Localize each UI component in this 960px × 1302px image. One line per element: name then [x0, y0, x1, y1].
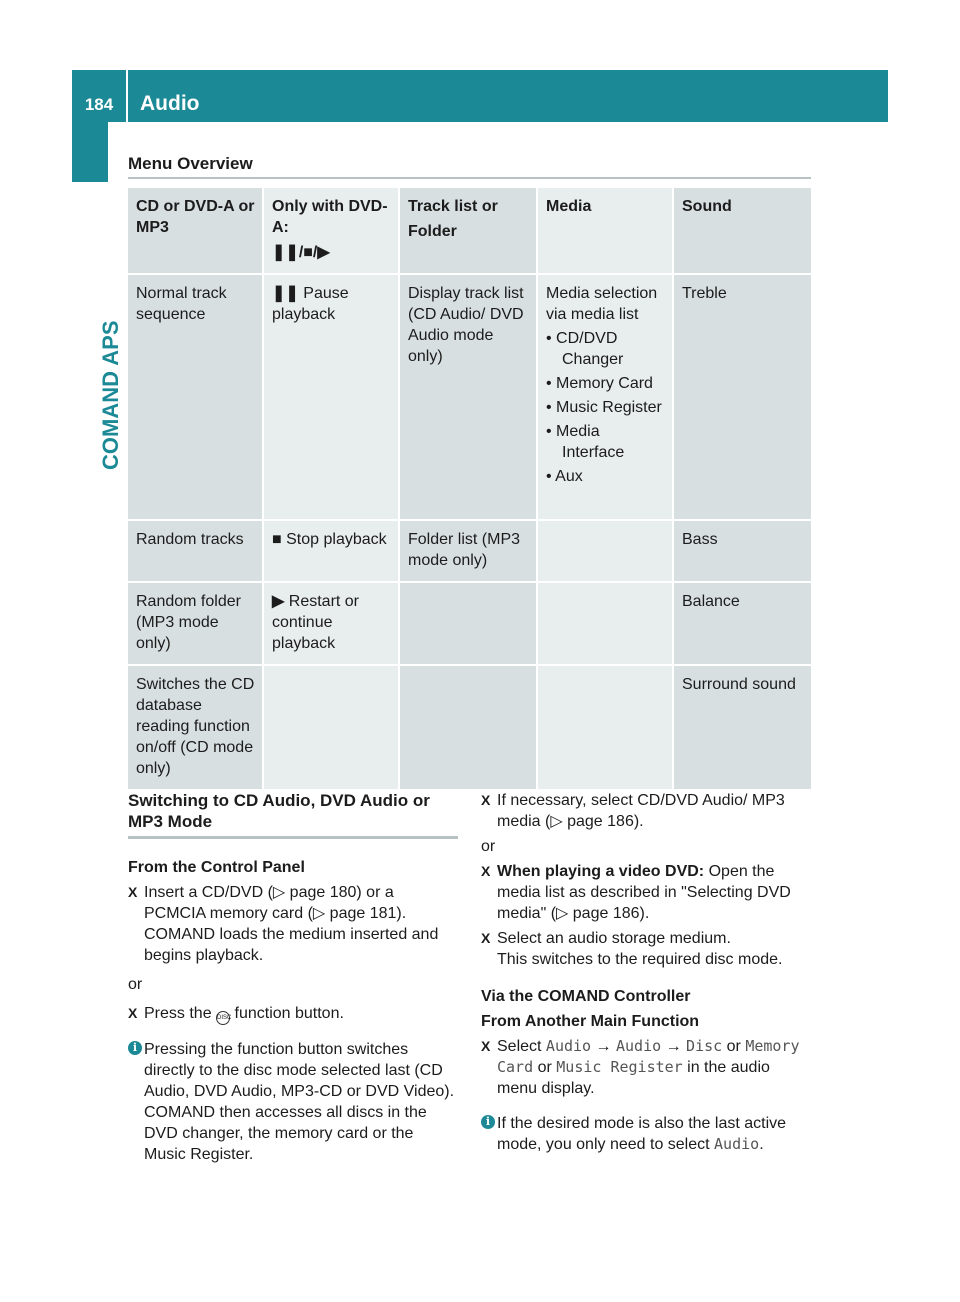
page-header: [72, 70, 888, 122]
instruction-step: X Insert a CD/DVD (▷ page 180) or a PCMCIA memory card (▷ page 181). COMAND loads the medium inserted and begins playback.: [128, 884, 439, 964]
table-cell: [538, 666, 674, 791]
table-cell: Switches the CD database reading function on/off (CD mode only): [128, 666, 264, 791]
left-column: [128, 790, 458, 1165]
step-marker-icon: X: [481, 863, 491, 879]
column-header: Track list or Folder: [400, 188, 538, 275]
step-marker-icon: X: [481, 792, 491, 808]
table-cell: [538, 583, 674, 666]
or-text: or: [128, 976, 143, 993]
table-cell: [400, 583, 538, 666]
section-rule: [128, 177, 811, 179]
column-header: CD or DVD-A or MP3: [128, 188, 264, 275]
table-row: [128, 521, 811, 583]
section-heading: Switching to CD Audio, DVD Audio or MP3 Mode: [128, 791, 430, 831]
subsection-heading: Via the COMAND Controller: [481, 988, 691, 1005]
bullet-item: • Media Interface: [546, 423, 625, 461]
playback-symbols: ❚❚/■/▶: [272, 244, 330, 261]
table-cell: [538, 521, 674, 583]
instruction-step: X If necessary, select CD/DVD Audio/ MP3 media (▷ page 186).: [481, 792, 785, 830]
chapter-title: Audio: [140, 92, 200, 115]
menu-overview-table: [128, 188, 811, 791]
bullet-item: • CD/DVD Changer: [546, 330, 624, 368]
column-header: Sound: [674, 188, 811, 275]
step-marker-icon: X: [481, 1038, 491, 1054]
side-tab: [72, 122, 108, 182]
menu-overview-title: Menu Overview: [128, 154, 253, 173]
table-cell: [264, 666, 400, 791]
pause-icon: ❚❚: [272, 285, 299, 302]
table-header-row: [128, 188, 811, 275]
info-note: i Pressing the function button switches directly to the disc mode selected last (CD Audio, DVD Audio, MP3-CD or DVD Video). COMAND then accesses all discs in the DVD changer, the memory card or the Music Register.: [128, 1039, 458, 1165]
table-cell: Bass: [674, 521, 811, 583]
table-cell: Treble: [674, 275, 811, 521]
step-marker-icon: X: [481, 930, 491, 946]
section-rule: [128, 836, 458, 839]
info-note: i If the desired mode is also the last active mode, you only need to select Audio.: [481, 1113, 813, 1155]
disc-button-icon: DISC: [216, 1011, 230, 1025]
table-cell: Surround sound: [674, 666, 811, 791]
table-cell: Random folder (MP3 mode only): [128, 583, 264, 666]
table-cell: Random tracks: [128, 521, 264, 583]
table-cell: Display track list (CD Audio/ DVD Audio mode only): [400, 275, 538, 521]
column-header: Only with DVD-A: ❚❚/■/▶: [264, 188, 400, 275]
table-row: [128, 666, 811, 791]
right-column: [481, 790, 813, 1155]
subsection-heading: From Another Main Function: [481, 1013, 700, 1030]
table-cell: [400, 666, 538, 791]
table-cell: ■ Stop playback: [264, 521, 400, 583]
table-row: [128, 583, 811, 666]
stop-icon: ■: [272, 531, 282, 548]
instruction-step: X When playing a video DVD: Open the media list as described in "Selecting DVD media" (▷ page 186).: [481, 863, 791, 922]
table-cell: Normal track sequence: [128, 275, 264, 521]
table-cell: Folder list (MP3 mode only): [400, 521, 538, 583]
step-marker-icon: X: [128, 884, 138, 900]
page-number: 184: [84, 95, 114, 114]
subsection-heading: From the Control Panel: [128, 859, 305, 876]
play-icon: ▶: [272, 593, 285, 610]
table-cell: Media selection via media list • CD/DVD Changer • Memory Card • Music Register • Media Interface • Aux: [538, 275, 674, 521]
table-cell: ❚❚ Pause playback: [264, 275, 400, 521]
table-cell: Balance: [674, 583, 811, 666]
instruction-step: X Select Audio → Audio → Disc or Memory Card or Music Register in the audio menu display.: [481, 1037, 800, 1097]
table-cell: ▶ Restart or continue playback: [264, 583, 400, 666]
table-row: [128, 275, 811, 521]
side-section-label: COMAND APS: [98, 320, 123, 470]
or-text: or: [481, 838, 496, 855]
bullet-item: • Aux: [546, 468, 583, 485]
column-header: Media: [538, 188, 674, 275]
header-divider: [126, 70, 128, 122]
bullet-item: • Memory Card: [546, 375, 653, 392]
step-marker-icon: X: [128, 1005, 138, 1021]
instruction-step: X Select an audio storage medium. This switches to the required disc mode.: [481, 930, 783, 968]
instruction-step: X Press the DISC function button.: [128, 1003, 458, 1025]
bullet-item: • Music Register: [546, 399, 662, 416]
info-icon: i: [481, 1115, 495, 1129]
info-icon: i: [128, 1041, 142, 1055]
